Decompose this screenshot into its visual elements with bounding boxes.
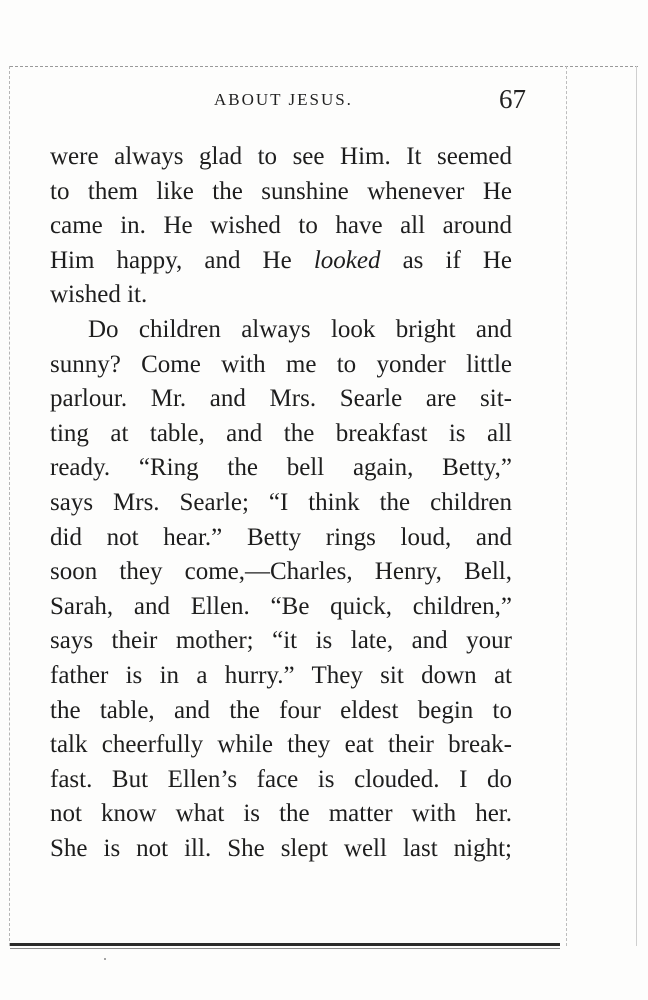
page-bottom-rule [10,943,560,946]
text-line: sunny? Come with me to yonder little [50,350,512,378]
page-right-edge [566,66,567,946]
text-line: did not hear.” Betty rings loud, and [50,523,512,551]
text-line: to them like the sunshine whenever He [50,177,512,205]
paper-speck [104,958,106,960]
page-bottom-edge [10,948,560,949]
text-line: Sarah, and Ellen. “Be quick, children,” [50,592,512,620]
text-line: parlour. Mr. and Mrs. Searle are sit- [50,385,512,413]
body-text [50,140,512,866]
text-line-with-italic [50,244,512,279]
text-segment: as if He [402,246,513,274]
paragraph-end-line: wished it. [50,281,148,309]
page-left-edge [9,66,10,946]
page-top-edge [10,66,638,67]
text-line: ready. “Ring the bell again, Betty,” [50,454,512,482]
page-number: 67 [499,84,526,114]
paragraph-start-line: Do children always look bright and [88,315,512,343]
page-outer-edge [636,66,637,946]
text-line: father is in a hurry.” They sit down at [50,661,512,689]
text-line: says Mrs. Searle; “I think the children [50,488,512,516]
text-line: fast. But Ellen’s face is clouded. I do [50,765,512,793]
text-line: ting at table, and the breakfast is all [50,419,512,447]
text-line: were always glad to see Him. It seemed [50,143,512,170]
running-title: ABOUT JESUS. [214,90,353,109]
text-line: soon they come,—Charles, Henry, Bell, [50,558,512,586]
text-line: not know what is the matter with her. [50,800,512,828]
text-line: came in. He wished to have all around [50,212,512,240]
page-header [50,84,530,120]
italic-word: looked [313,246,381,274]
text-line: says their mother; “it is late, and your [50,627,512,655]
text-line: the table, and the four eldest begin to [50,696,512,724]
text-line: talk cheerfully while they eat their break- [50,731,512,759]
text-segment: Him happy, and He [50,246,292,274]
text-line: She is not ill. She slept well last night; [50,834,512,862]
